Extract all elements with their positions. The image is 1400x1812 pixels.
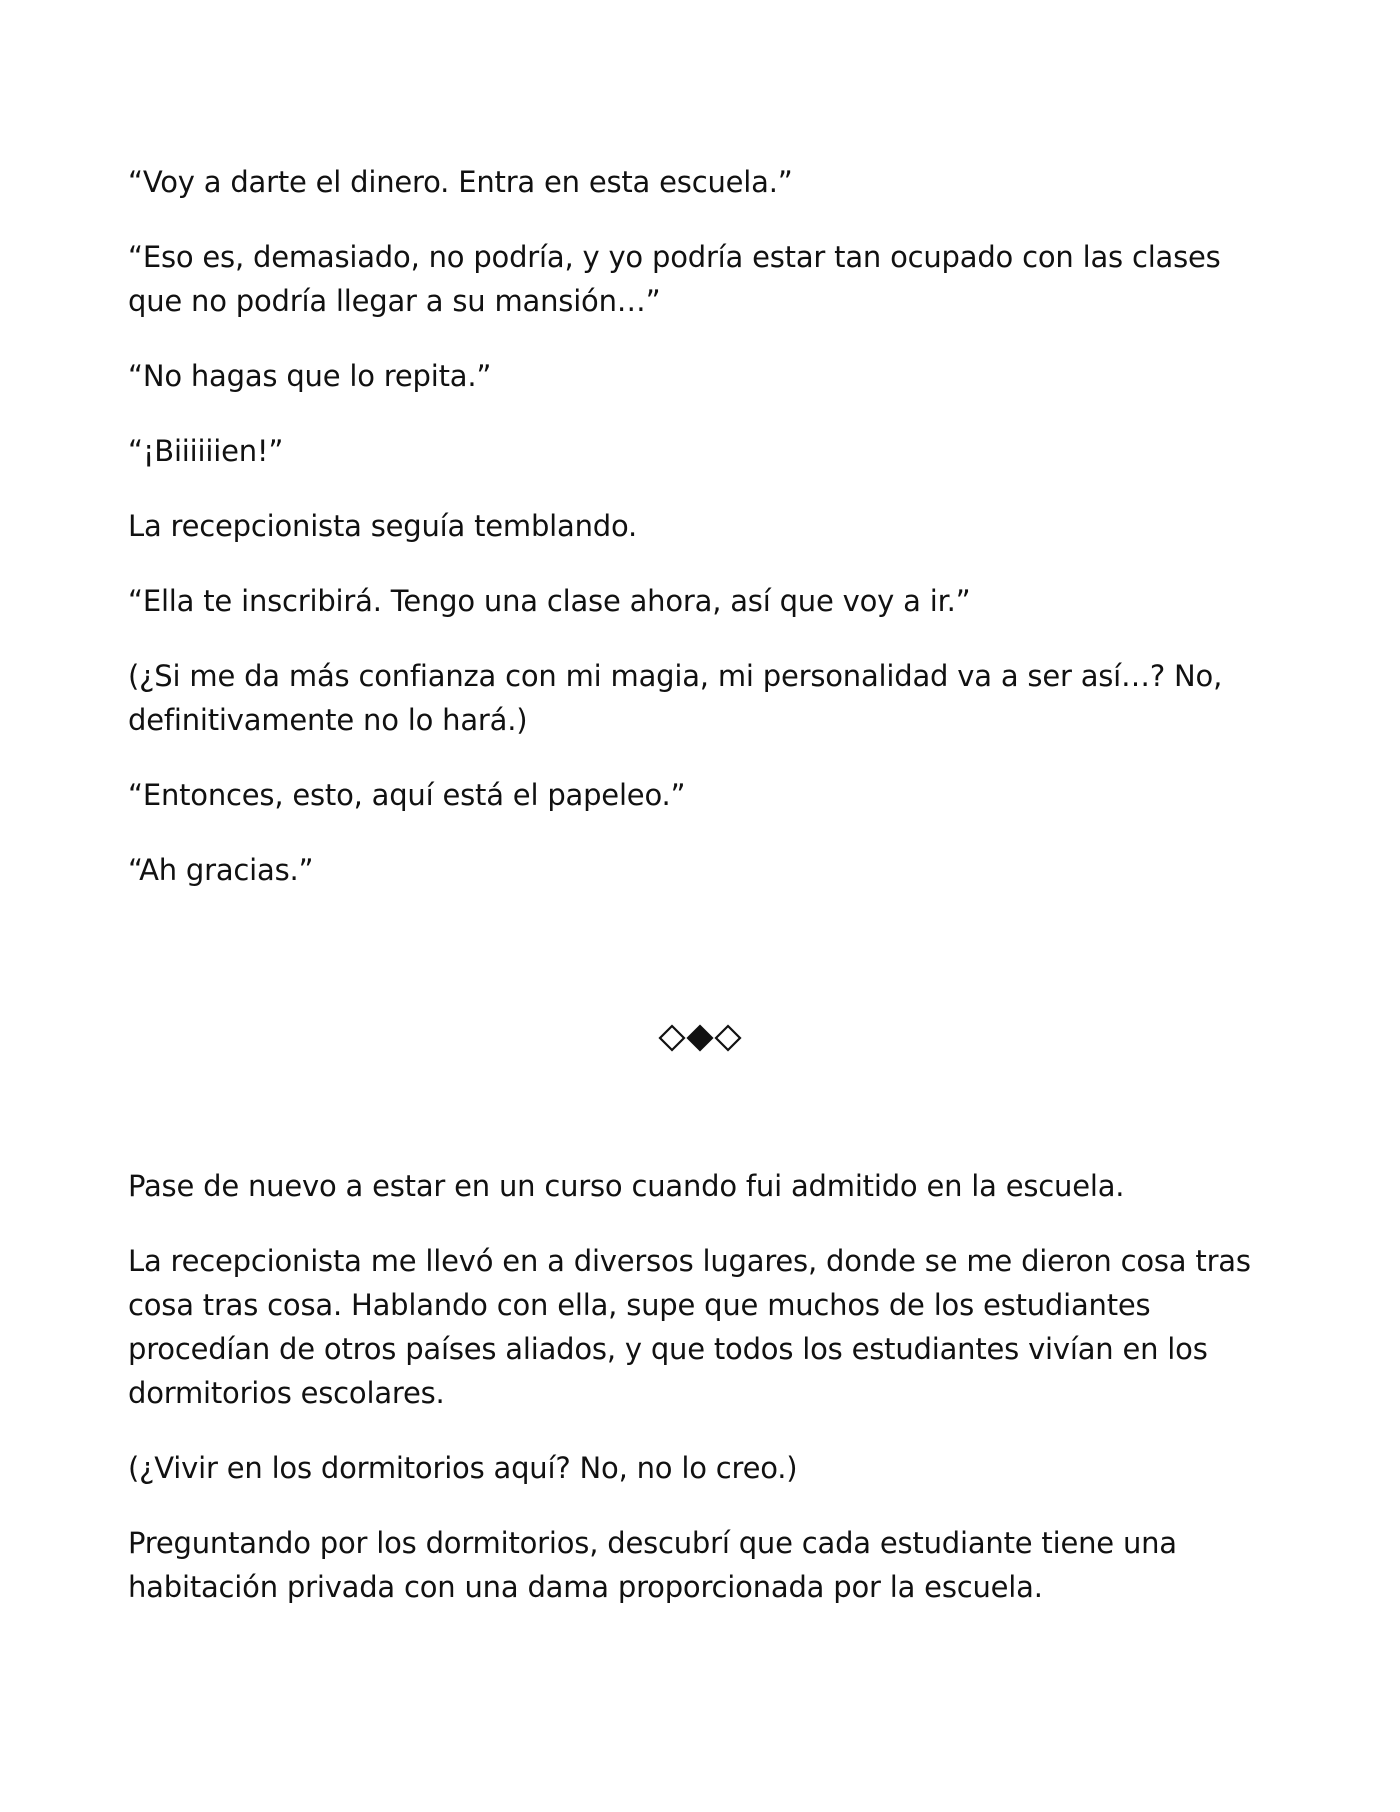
paragraph: “Entonces, esto, aquí está el papeleo.”	[128, 778, 686, 812]
paragraph: “No hagas que lo repita.”	[128, 359, 492, 393]
paragraph: La recepcionista me llevó en a diversos lugares, donde se me dieron cosa tras cosa tras cosa. Hablando con ella, supe que muchos de los estudiantes procedían de otros países aliados, y que todos los estudiantes vivían en los dormitorios escolares.	[128, 1244, 1251, 1410]
paragraph: Preguntando por los dormitorios, descubrí que cada estudiante tiene una habitación privada con una dama proporcionada por la escuela.	[128, 1526, 1177, 1604]
text-section-1	[128, 160, 1278, 923]
paragraph: La recepcionista seguía temblando.	[128, 509, 638, 543]
paragraph: Pase de nuevo a estar en un curso cuando fui admitido en la escuela.	[128, 1169, 1125, 1203]
section-divider	[0, 1018, 1400, 1058]
paragraph: “Voy a darte el dinero. Entra en esta escuela.”	[128, 165, 793, 199]
diamond-ornament-icon	[658, 1023, 742, 1053]
text-section-2	[128, 1164, 1278, 1640]
paragraph: (¿Vivir en los dormitorios aquí? No, no lo creo.)	[128, 1451, 798, 1485]
paragraph: “Ah gracias.”	[128, 853, 314, 887]
paragraph: “Ella te inscribirá. Tengo una clase ahora, así que voy a ir.”	[128, 584, 971, 618]
paragraph: (¿Si me da más confianza con mi magia, mi personalidad va a ser así…? No, definitivamente no lo hará.)	[128, 659, 1223, 737]
paragraph: “Eso es, demasiado, no podría, y yo podría estar tan ocupado con las clases que no podría llegar a su mansión…”	[128, 240, 1221, 318]
paragraph: “¡Biiiiiien!”	[128, 434, 284, 468]
